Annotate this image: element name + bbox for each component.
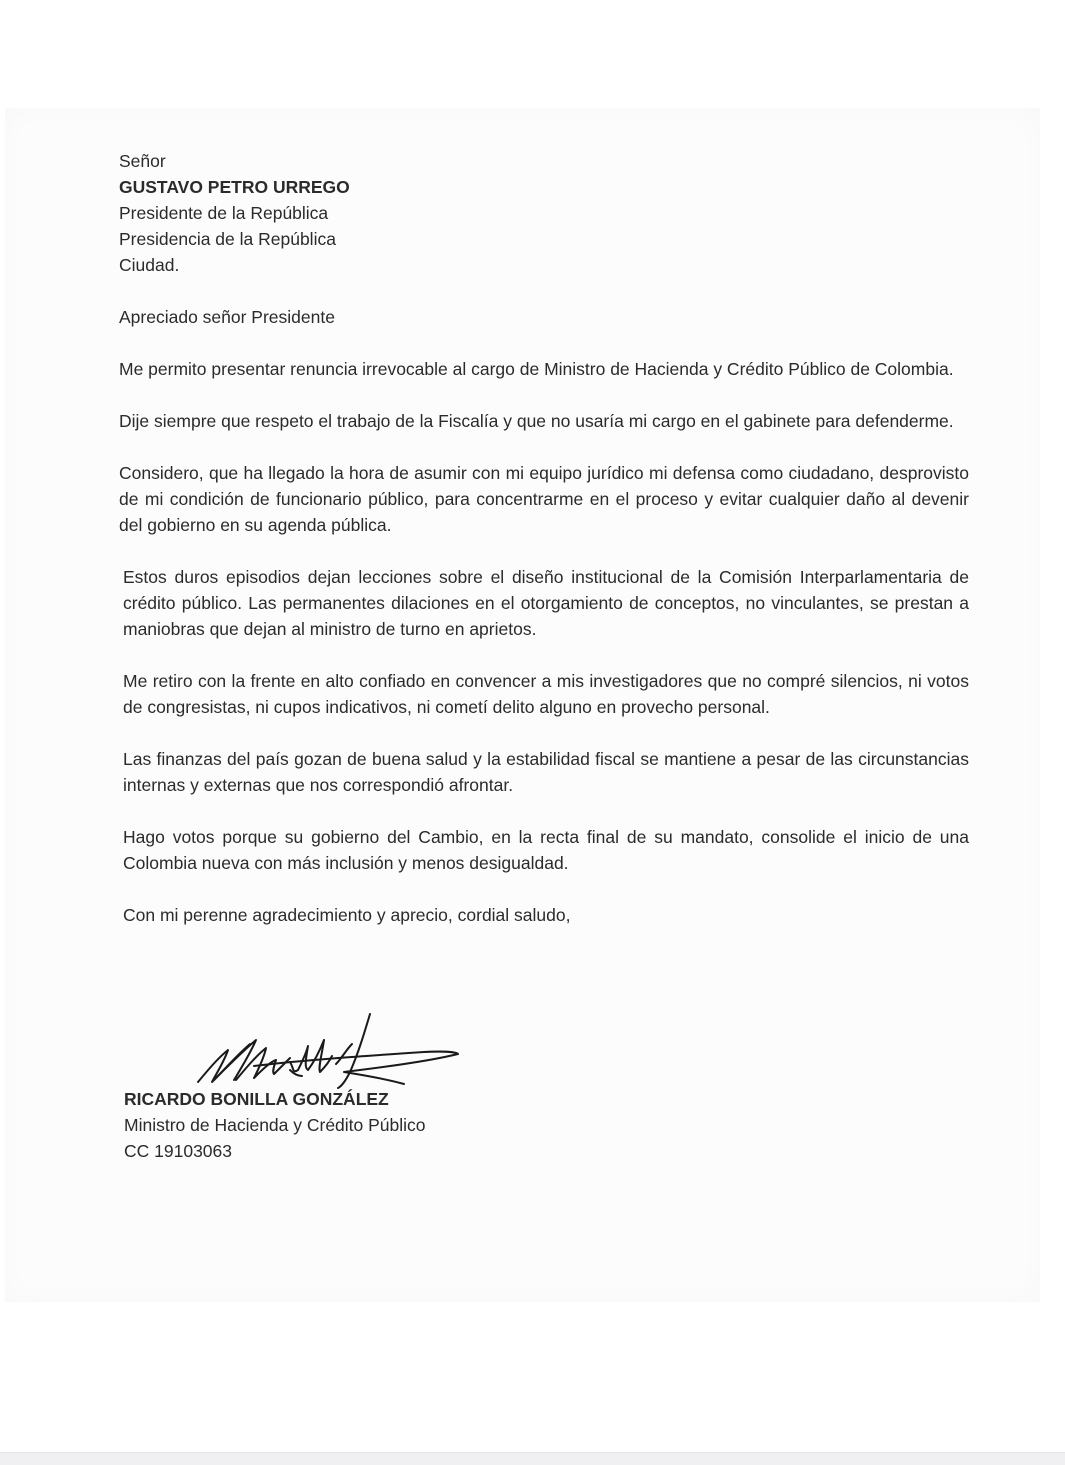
viewer-bottom-bar <box>0 1452 1065 1465</box>
paragraph-retirement: Me retiro con la frente en alto confiado en convencer a mis investigadores que no compré silencios, ni votos de congresistas, ni cupos indicativos, ni cometí delito alguno en provecho personal. <box>123 671 969 717</box>
paragraph-wishes: Hago votos porque su gobierno del Cambio, en la recta final de su mandato, consolide el inicio de una Colombia nueva con más inclusión y menos desigualdad. <box>123 827 969 873</box>
paragraph-fiscalia: Dije siempre que respeto el trabajo de la Fiscalía y que no usaría mi cargo en el gabinete para defenderme. <box>119 411 954 431</box>
paragraph-lessons: Estos duros episodios dejan lecciones sobre el diseño institucional de la Comisión Interparlamentaria de crédito público. Las permanentes dilaciones en el otorgamiento de conceptos, no vinculantes, se prestan a maniobras que dejan al ministro de turno en aprietos. <box>123 567 969 639</box>
signer-id: CC 19103063 <box>124 1141 232 1161</box>
recipient-block <box>119 148 969 278</box>
recipient-title: Señor <box>119 151 166 171</box>
paragraph-defense: Considero, que ha llegado la hora de asumir con mi equipo jurídico mi defensa como ciudadano, desprovisto de mi condición de funcionario público, para concentrarme en el proceso y evitar cualquier daño al devenir del gobierno en su agenda pública. <box>119 463 969 535</box>
recipient-city: Ciudad. <box>119 255 180 275</box>
signature-block <box>124 1010 544 1164</box>
paragraph-finances: Las finanzas del país gozan de buena salud y la estabilidad fiscal se mantiene a pesar de las circunstancias internas y externas que nos correspondió afrontar. <box>123 749 969 795</box>
salutation: Apreciado señor Presidente <box>119 307 335 327</box>
handwritten-signature <box>194 1010 474 1090</box>
letter-body <box>119 148 969 928</box>
signer-position: Ministro de Hacienda y Crédito Público <box>124 1115 426 1135</box>
recipient-office: Presidencia de la República <box>119 229 336 249</box>
paragraph-resignation: Me permito presentar renuncia irrevocable al cargo de Ministro de Hacienda y Crédito Público de Colombia. <box>119 359 954 379</box>
signature-icon <box>194 1010 474 1090</box>
recipient-name: GUSTAVO PETRO URREGO <box>119 177 350 197</box>
closing-line: Con mi perenne agradecimiento y aprecio, cordial saludo, <box>123 905 571 925</box>
recipient-position: Presidente de la República <box>119 203 329 223</box>
signer-name: RICARDO BONILLA GONZÁLEZ <box>124 1089 389 1109</box>
